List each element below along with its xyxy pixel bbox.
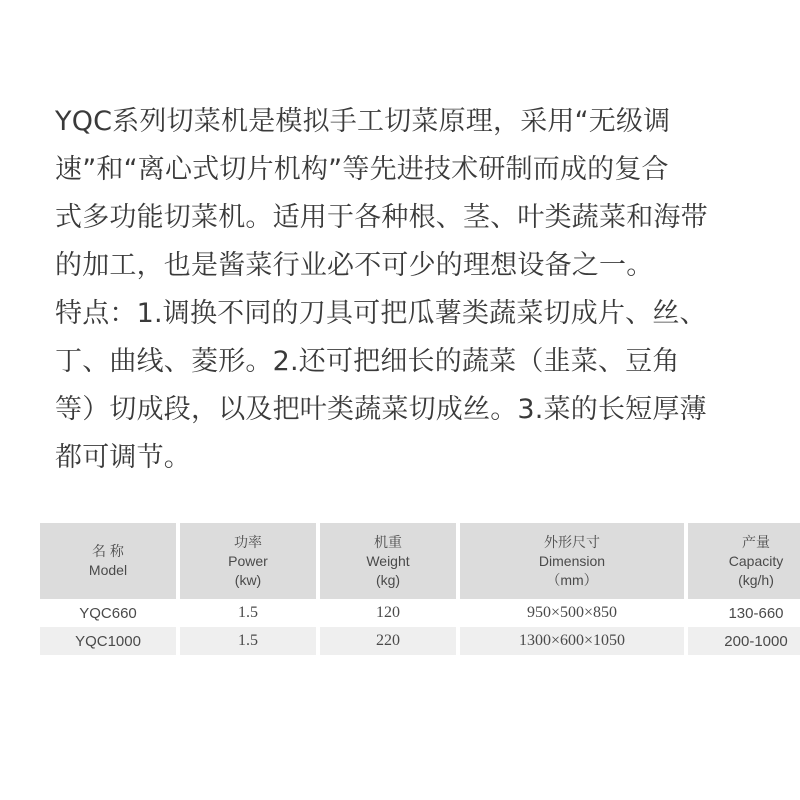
table-header-row [40, 523, 800, 599]
cell-power: 1.5 [180, 627, 316, 655]
cell-model: YQC1000 [40, 627, 176, 655]
description-line: 等）切成段，以及把叶类蔬菜切成丝。3.菜的长短厚薄 [55, 394, 707, 425]
header-cn: 外形尺寸 [544, 533, 600, 550]
description-line: YQC系列切菜机是模拟手工切菜原理，采用“无级调 [55, 106, 671, 137]
cell-dimension: 950×500×850 [526, 604, 618, 621]
header-unit: (kw) [234, 571, 262, 588]
header-cn: 机重 [374, 533, 402, 550]
cell-power: 1.5 [238, 604, 258, 621]
description-line: 都可调节。 [55, 442, 191, 473]
description-line: 特点：1.调换不同的刀具可把瓜薯类蔬菜切成片、丝、 [55, 298, 707, 329]
header-cn: 产量 [742, 533, 770, 550]
spec-table [36, 523, 800, 655]
cell-weight: 120 [376, 604, 400, 621]
description-line: 速”和“离心式切片机构”等先进技术研制而成的复合 [55, 154, 669, 185]
header-capacity [688, 523, 800, 599]
cell-dimension: 1300×600×1050 [460, 627, 684, 655]
header-unit: (kg) [375, 571, 401, 588]
table-row [40, 627, 800, 655]
header-weight [320, 523, 456, 599]
header-cn: 名 称 [92, 543, 124, 559]
header-en: Weight [366, 552, 410, 569]
description-line: 的加工，也是酱菜行业必不可少的理想设备之一。 [55, 250, 654, 281]
header-unit: (kg/h) [738, 571, 774, 588]
product-description [55, 98, 755, 482]
table-row [40, 599, 800, 627]
header-cn: 功率 [234, 533, 262, 550]
header-en: Model [88, 562, 128, 578]
cell-capacity: 200-1000 [688, 627, 800, 655]
header-en: Capacity [728, 552, 784, 569]
header-power [180, 523, 316, 599]
cell-weight: 220 [320, 627, 456, 655]
header-model [40, 523, 176, 599]
header-unit: （mm） [546, 571, 598, 588]
cell-capacity: 130-660 [728, 604, 784, 622]
header-en: Dimension [538, 552, 606, 569]
description-line: 丁、曲线、菱形。2.还可把细长的蔬菜（韭菜、豆角 [55, 346, 680, 377]
cell-model: YQC660 [79, 604, 137, 622]
header-en: Power [228, 552, 268, 569]
header-dimension [460, 523, 684, 599]
description-line: 式多功能切菜机。适用于各种根、茎、叶类蔬菜和海带 [55, 202, 708, 233]
